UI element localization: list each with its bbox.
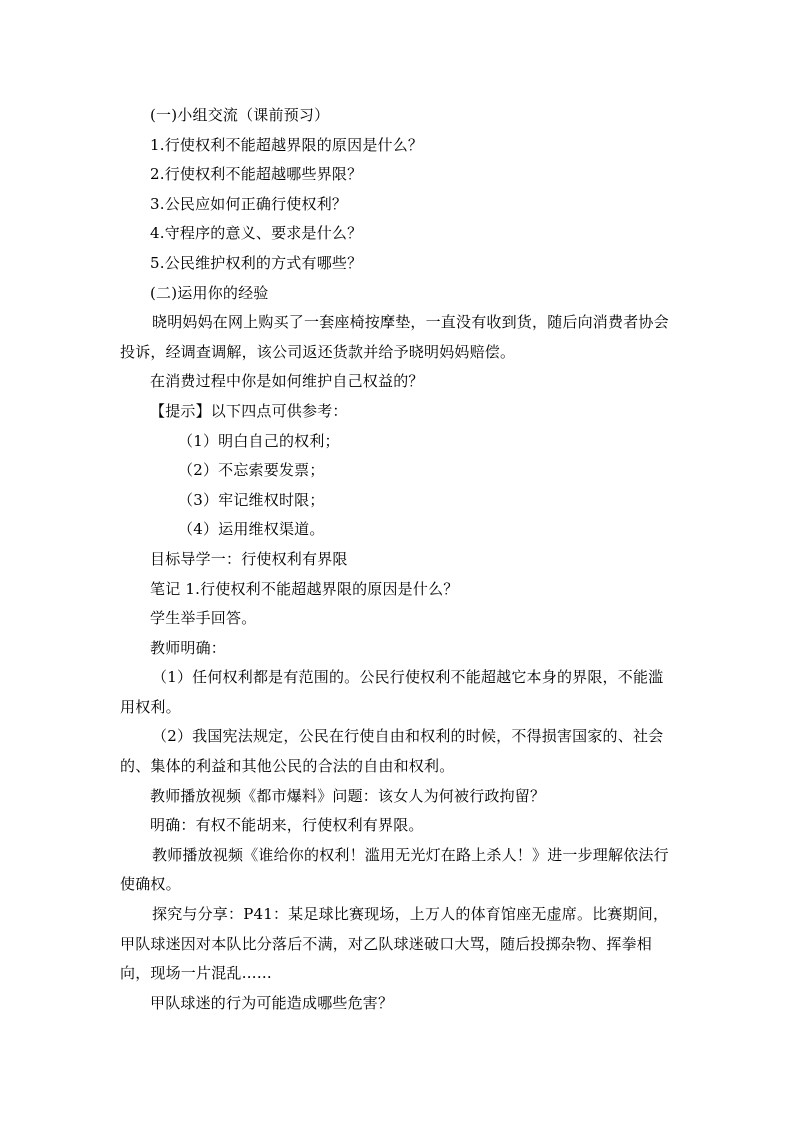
video-2-description: 教师播放视频《谁给你的权利！滥用无光灯在路上杀人！》进一步理解依法行使确权。 [120,845,669,894]
preview-question-4: 4.守程序的意义、要求是什么？ [150,224,363,243]
case-question: 在消费过程中你是如何维护自己权益的？ [150,372,424,391]
video-1-question: 教师播放视频《都市爆料》问题：该女人为何被行政拘留？ [150,786,546,805]
case-paragraph: 晓明妈妈在网上购买了一套座椅按摩垫，一直没有收到货，随后向消费者协会投诉，经调查调解，该公司返还货款并给予晓明妈妈赔偿。 [120,313,669,361]
clarify-point-1: （1）任何权利都是有范围的。公民行使权利不能超越它本身的界限，不能滥用权利。 [120,668,664,716]
preview-question-3: 3.公民应如何正确行使权利？ [150,194,348,213]
note-question-1: 笔记 1.行使权利不能超越界限的原因是什么？ [150,579,459,598]
preview-question-1: 1.行使权利不能超越界限的原因是什么？ [150,135,424,154]
tip-item: （1）明白自己的权利； [178,431,340,450]
student-answer: 学生举手回答。 [150,609,257,628]
explore-share-paragraph: 探究与分享：P41：某足球比赛现场，上万人的体育馆座无虚席。比赛期间，甲队球迷因对本队比分落后不满，对乙队球迷破口大骂，随后投掷杂物、挥拳相向，现场一片混乱…… [120,905,669,983]
goal-title: 目标导学一：行使权利有界限 [150,549,348,568]
section-heading-group-discussion: (一)小组交流（课前预习） [150,106,330,124]
teacher-clarify-label: 教师明确： [150,638,227,657]
explore-question: 甲队球迷的行为可能造成哪些危害？ [150,993,394,1012]
preview-question-5: 5.公民维护权利的方式有哪些？ [150,253,363,272]
tip-item: （2）不忘索要发票； [178,461,325,480]
tip-item: （4）运用维权渠道。 [178,520,325,539]
clarify-point-2: （2）我国宪法规定，公民在行使自由和权利的时候，不得损害国家的、社会的、集体的利益和其他公民的合法的自由和权利。 [120,727,664,776]
document-body [120,101,676,1018]
tip-heading: 【提示】以下四点可供参考： [150,401,348,420]
section-heading-experience: (二)运用你的经验 [150,283,269,302]
preview-question-2: 2.行使权利不能超越哪些界限？ [150,165,363,184]
video-1-answer: 明确：有权不能胡来，行使权利有界限。 [150,816,424,835]
tip-item: （3）牢记维权时限； [178,490,325,509]
